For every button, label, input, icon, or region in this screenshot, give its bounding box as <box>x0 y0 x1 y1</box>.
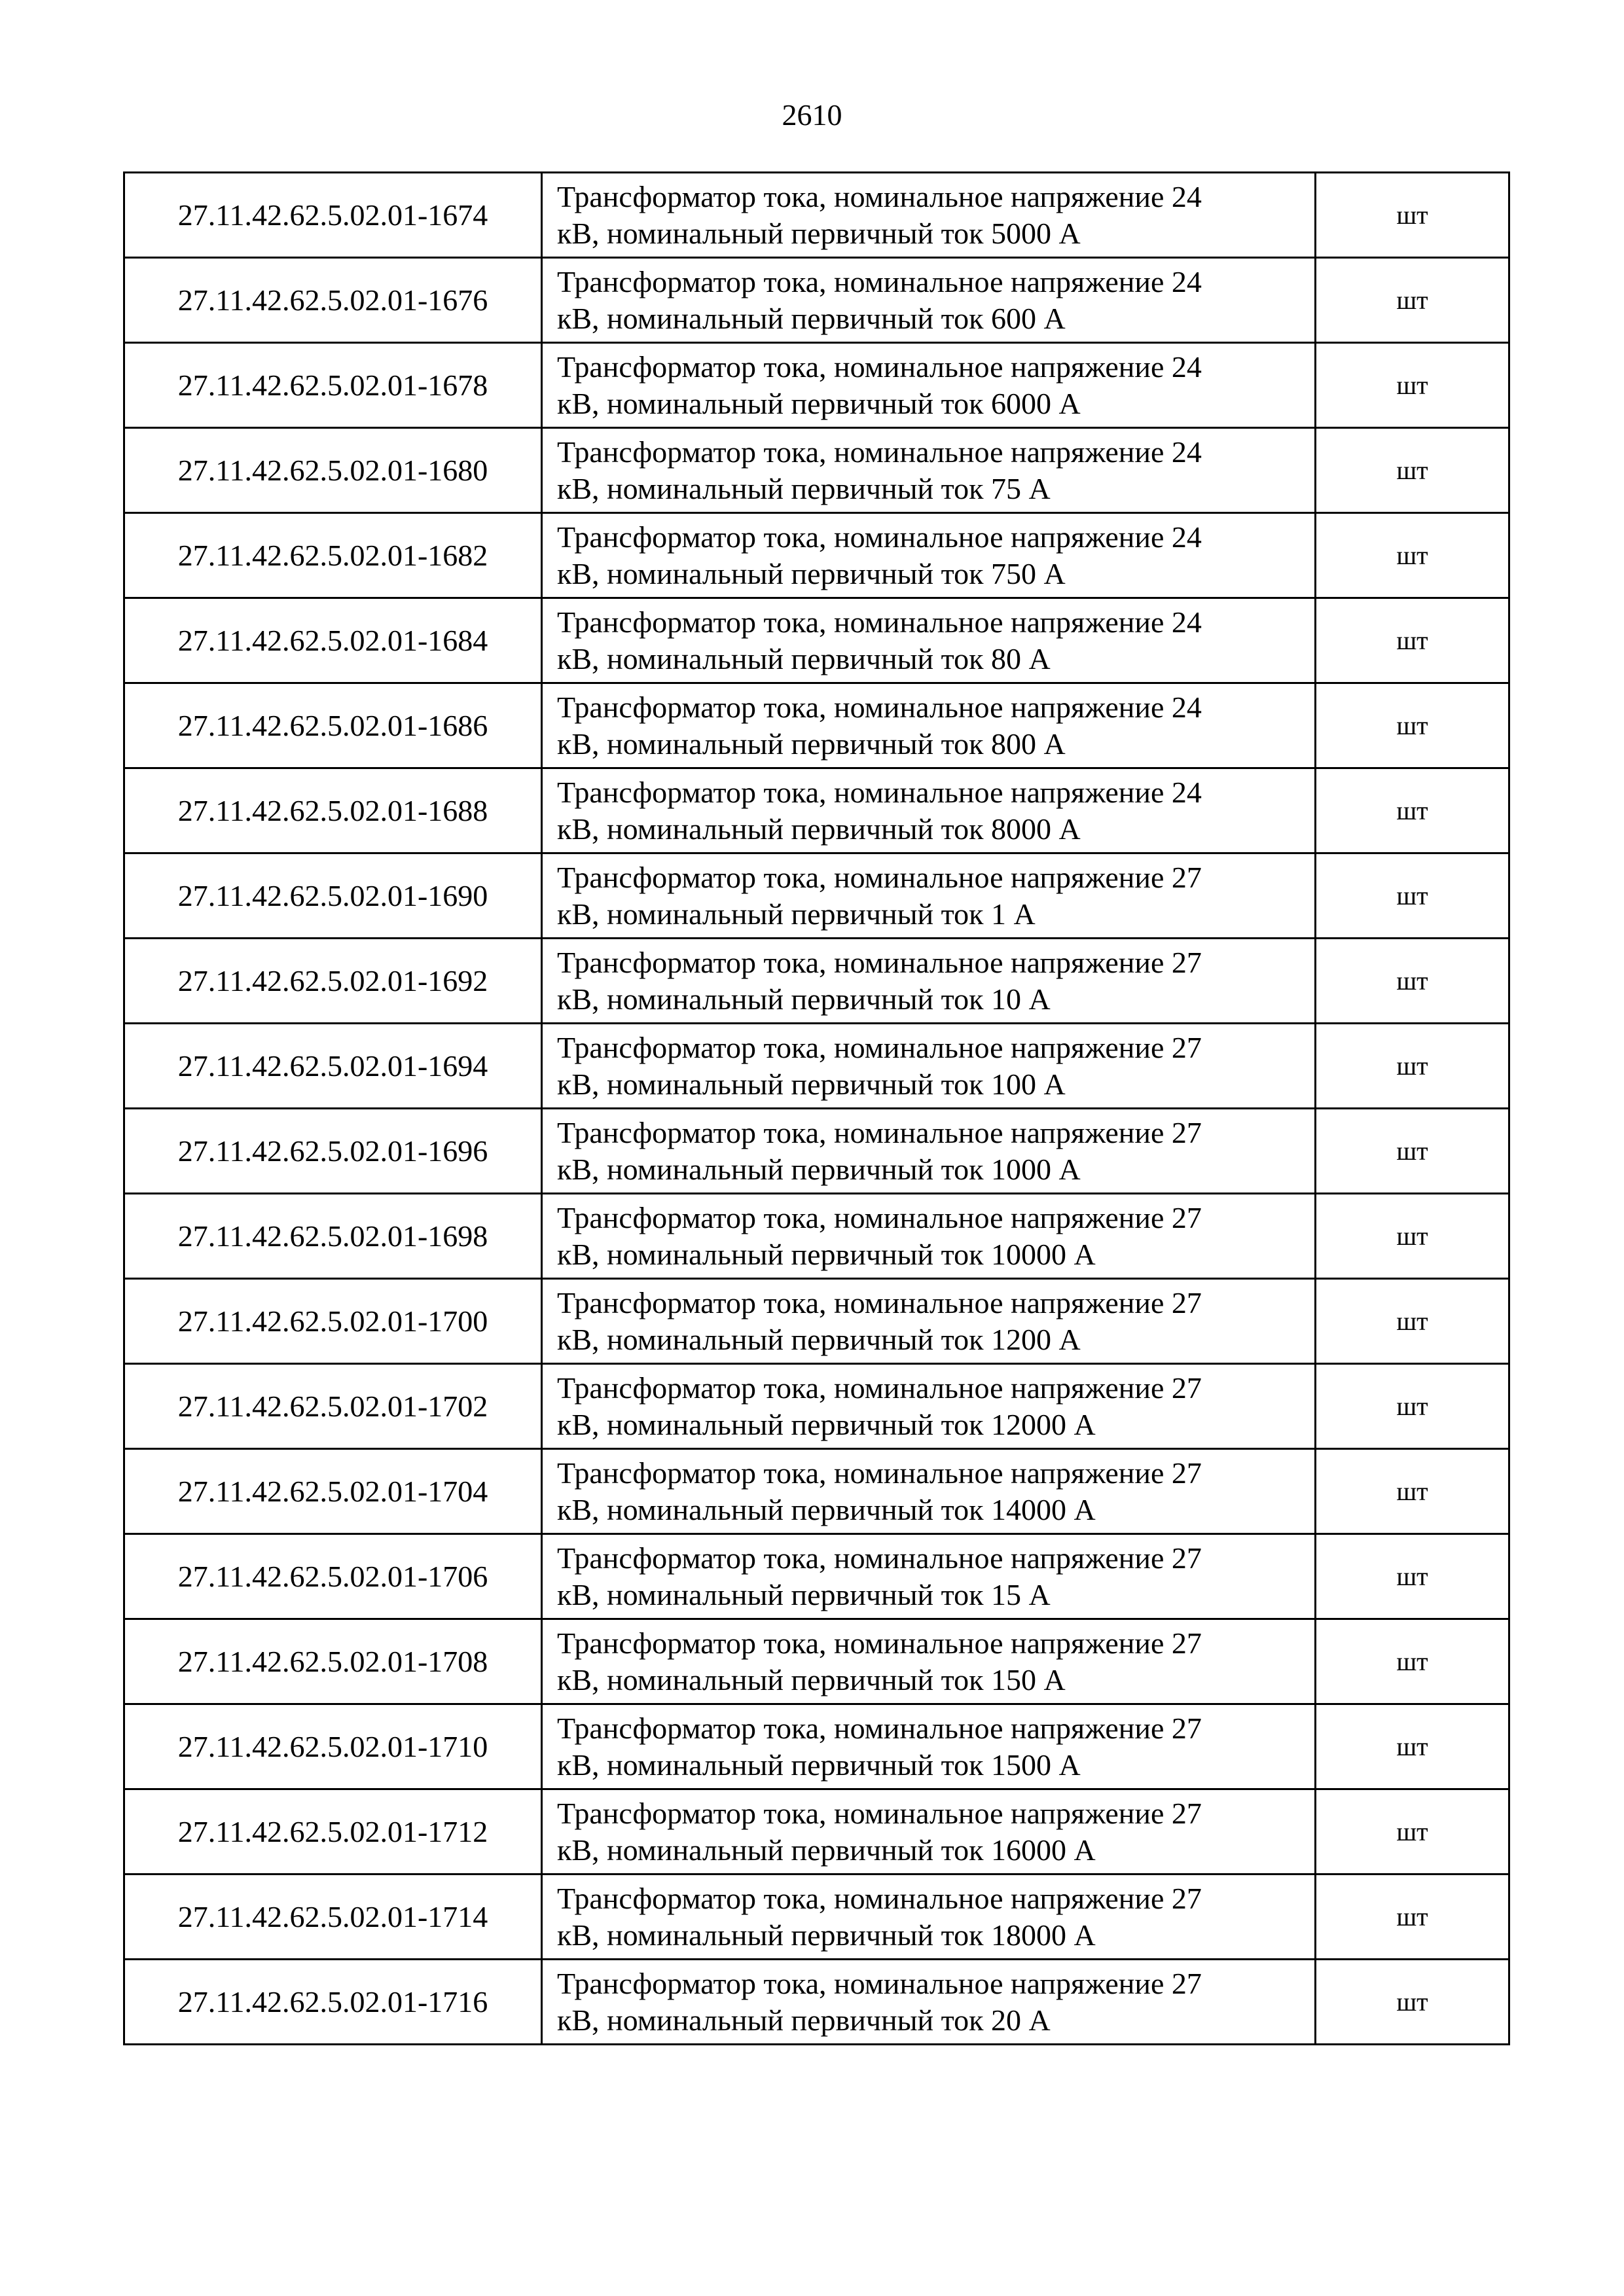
item-name-cell <box>542 939 1316 1024</box>
item-unit-cell: шт <box>1316 428 1509 513</box>
table-row <box>124 1789 1509 1874</box>
item-name-line: кВ, номинальный первичный ток 80 А <box>557 641 1051 675</box>
item-name-line: Трансформатор тока, номинальное напряжение 24 <box>557 179 1202 213</box>
table-row <box>124 1704 1509 1789</box>
item-name-cell <box>542 683 1316 768</box>
item-code-cell: 27.11.42.62.5.02.01-1688 <box>124 768 542 853</box>
item-code-cell: 27.11.42.62.5.02.01-1684 <box>124 598 542 683</box>
table-row <box>124 1874 1509 1960</box>
table-row <box>124 1364 1509 1449</box>
page-number: 2610 <box>782 98 842 132</box>
item-name-line: Трансформатор тока, номинальное напряжение 27 <box>557 1796 1202 1830</box>
item-code-cell: 27.11.42.62.5.02.01-1706 <box>124 1534 542 1619</box>
item-code-cell: 27.11.42.62.5.02.01-1676 <box>124 258 542 343</box>
item-name-cell <box>542 1789 1316 1874</box>
item-name-line: Трансформатор тока, номинальное напряжение 24 <box>557 690 1202 724</box>
item-name-cell <box>542 258 1316 343</box>
table-row <box>124 173 1509 258</box>
item-unit-cell: шт <box>1316 1279 1509 1364</box>
item-name-line: кВ, номинальный первичный ток 750 А <box>557 556 1066 590</box>
item-name-cell <box>542 1960 1316 2045</box>
item-code-cell: 27.11.42.62.5.02.01-1710 <box>124 1704 542 1789</box>
item-name-line: кВ, номинальный первичный ток 10 А <box>557 982 1051 1016</box>
item-name-cell <box>542 1024 1316 1109</box>
item-name-line: Трансформатор тока, номинальное напряжение 24 <box>557 435 1202 469</box>
item-unit-cell: шт <box>1316 853 1509 939</box>
item-name-cell <box>542 1534 1316 1619</box>
table-row <box>124 1619 1509 1704</box>
item-name-line: Трансформатор тока, номинальное напряжение 27 <box>557 1626 1202 1660</box>
table-row <box>124 1534 1509 1619</box>
item-unit-cell: шт <box>1316 1789 1509 1874</box>
item-name-line: Трансформатор тока, номинальное напряжение 27 <box>557 1881 1202 1915</box>
item-name-cell <box>542 1704 1316 1789</box>
item-code-cell: 27.11.42.62.5.02.01-1714 <box>124 1874 542 1960</box>
item-name-line: Трансформатор тока, номинальное напряжение 27 <box>557 1541 1202 1575</box>
item-name-line: кВ, номинальный первичный ток 800 А <box>557 726 1066 761</box>
item-name-line: Трансформатор тока, номинальное напряжение 24 <box>557 264 1202 298</box>
table-row <box>124 1109 1509 1194</box>
item-code-cell: 27.11.42.62.5.02.01-1692 <box>124 939 542 1024</box>
table-row <box>124 1194 1509 1279</box>
item-name-line: кВ, номинальный первичный ток 75 А <box>557 471 1051 505</box>
item-name-line: Трансформатор тока, номинальное напряжение 27 <box>557 1371 1202 1405</box>
item-unit-cell: шт <box>1316 598 1509 683</box>
item-name-line: Трансформатор тока, номинальное напряжение 24 <box>557 520 1202 554</box>
item-name-cell <box>542 1279 1316 1364</box>
table-row <box>124 939 1509 1024</box>
item-name-line: кВ, номинальный первичный ток 1500 А <box>557 1748 1081 1782</box>
table-row <box>124 1449 1509 1534</box>
item-name-cell <box>542 1194 1316 1279</box>
item-code-cell: 27.11.42.62.5.02.01-1698 <box>124 1194 542 1279</box>
item-name-line: кВ, номинальный первичный ток 16000 А <box>557 1833 1096 1867</box>
item-code-cell: 27.11.42.62.5.02.01-1686 <box>124 683 542 768</box>
item-name-line: кВ, номинальный первичный ток 10000 А <box>557 1237 1096 1271</box>
item-unit-cell: шт <box>1316 1449 1509 1534</box>
item-name-line: Трансформатор тока, номинальное напряжение 27 <box>557 1200 1202 1234</box>
item-unit-cell: шт <box>1316 1534 1509 1619</box>
item-name-line: кВ, номинальный первичный ток 1 А <box>557 897 1036 931</box>
item-unit-cell: шт <box>1316 258 1509 343</box>
item-unit-cell: шт <box>1316 1364 1509 1449</box>
item-name-line: кВ, номинальный первичный ток 8000 А <box>557 812 1081 846</box>
item-name-cell <box>542 853 1316 939</box>
item-name-line: кВ, номинальный первичный ток 1000 А <box>557 1152 1081 1186</box>
item-unit-cell: шт <box>1316 1194 1509 1279</box>
item-unit-cell: шт <box>1316 1960 1509 2045</box>
item-code-cell: 27.11.42.62.5.02.01-1716 <box>124 1960 542 2045</box>
item-code-cell: 27.11.42.62.5.02.01-1694 <box>124 1024 542 1109</box>
item-name-cell <box>542 343 1316 428</box>
item-name-line: кВ, номинальный первичный ток 6000 А <box>557 386 1081 420</box>
item-code-cell: 27.11.42.62.5.02.01-1674 <box>124 173 542 258</box>
items-table <box>123 171 1510 2045</box>
item-name-line: Трансформатор тока, номинальное напряжение 27 <box>557 1030 1202 1064</box>
item-name-cell <box>542 1109 1316 1194</box>
item-code-cell: 27.11.42.62.5.02.01-1708 <box>124 1619 542 1704</box>
item-code-cell: 27.11.42.62.5.02.01-1690 <box>124 853 542 939</box>
table-row <box>124 598 1509 683</box>
item-name-line: кВ, номинальный первичный ток 12000 А <box>557 1407 1096 1441</box>
item-name-cell <box>542 1449 1316 1534</box>
item-name-line: Трансформатор тока, номинальное напряжение 27 <box>557 1711 1202 1745</box>
item-name-cell <box>542 1619 1316 1704</box>
item-code-cell: 27.11.42.62.5.02.01-1712 <box>124 1789 542 1874</box>
item-code-cell: 27.11.42.62.5.02.01-1680 <box>124 428 542 513</box>
item-name-line: кВ, номинальный первичный ток 150 А <box>557 1662 1066 1696</box>
item-name-line: Трансформатор тока, номинальное напряжение 27 <box>557 1966 1202 2000</box>
item-name-line: Трансформатор тока, номинальное напряжение 24 <box>557 350 1202 384</box>
item-code-cell: 27.11.42.62.5.02.01-1702 <box>124 1364 542 1449</box>
item-name-line: Трансформатор тока, номинальное напряжение 27 <box>557 860 1202 894</box>
item-unit-cell: шт <box>1316 1619 1509 1704</box>
table-row <box>124 258 1509 343</box>
table-row <box>124 1279 1509 1364</box>
item-unit-cell: шт <box>1316 173 1509 258</box>
table-row <box>124 768 1509 853</box>
item-unit-cell: шт <box>1316 1704 1509 1789</box>
item-code-cell: 27.11.42.62.5.02.01-1682 <box>124 513 542 598</box>
table-row <box>124 428 1509 513</box>
item-name-line: кВ, номинальный первичный ток 100 А <box>557 1067 1066 1101</box>
item-name-cell <box>542 768 1316 853</box>
table-body <box>124 173 1509 2045</box>
item-name-cell <box>542 598 1316 683</box>
table-row <box>124 343 1509 428</box>
table-row <box>124 683 1509 768</box>
item-name-cell <box>542 1874 1316 1960</box>
item-code-cell: 27.11.42.62.5.02.01-1704 <box>124 1449 542 1534</box>
item-unit-cell: шт <box>1316 939 1509 1024</box>
item-code-cell: 27.11.42.62.5.02.01-1678 <box>124 343 542 428</box>
table-row <box>124 1024 1509 1109</box>
item-name-line: Трансформатор тока, номинальное напряжение 27 <box>557 1285 1202 1319</box>
item-name-cell <box>542 428 1316 513</box>
item-unit-cell: шт <box>1316 343 1509 428</box>
item-name-cell <box>542 1364 1316 1449</box>
item-unit-cell: шт <box>1316 683 1509 768</box>
item-name-line: кВ, номинальный первичный ток 14000 А <box>557 1492 1096 1526</box>
item-code-cell: 27.11.42.62.5.02.01-1696 <box>124 1109 542 1194</box>
item-name-line: Трансформатор тока, номинальное напряжение 24 <box>557 775 1202 809</box>
item-unit-cell: шт <box>1316 1109 1509 1194</box>
item-name-line: Трансформатор тока, номинальное напряжение 24 <box>557 605 1202 639</box>
table-row <box>124 1960 1509 2045</box>
item-name-line: кВ, номинальный первичный ток 1200 А <box>557 1322 1081 1356</box>
item-name-line: Трансформатор тока, номинальное напряжение 27 <box>557 1115 1202 1149</box>
item-name-cell <box>542 173 1316 258</box>
item-name-line: Трансформатор тока, номинальное напряжение 27 <box>557 1456 1202 1490</box>
item-name-line: кВ, номинальный первичный ток 18000 А <box>557 1918 1096 1952</box>
item-name-line: кВ, номинальный первичный ток 5000 А <box>557 216 1081 250</box>
table-row <box>124 853 1509 939</box>
item-unit-cell: шт <box>1316 768 1509 853</box>
item-name-cell <box>542 513 1316 598</box>
item-code-cell: 27.11.42.62.5.02.01-1700 <box>124 1279 542 1364</box>
item-name-line: Трансформатор тока, номинальное напряжение 27 <box>557 945 1202 979</box>
item-name-line: кВ, номинальный первичный ток 15 А <box>557 1577 1051 1611</box>
item-unit-cell: шт <box>1316 1024 1509 1109</box>
table-row <box>124 513 1509 598</box>
item-name-line: кВ, номинальный первичный ток 600 А <box>557 301 1066 335</box>
item-unit-cell: шт <box>1316 513 1509 598</box>
item-name-line: кВ, номинальный первичный ток 20 А <box>557 2003 1051 2037</box>
item-unit-cell: шт <box>1316 1874 1509 1960</box>
